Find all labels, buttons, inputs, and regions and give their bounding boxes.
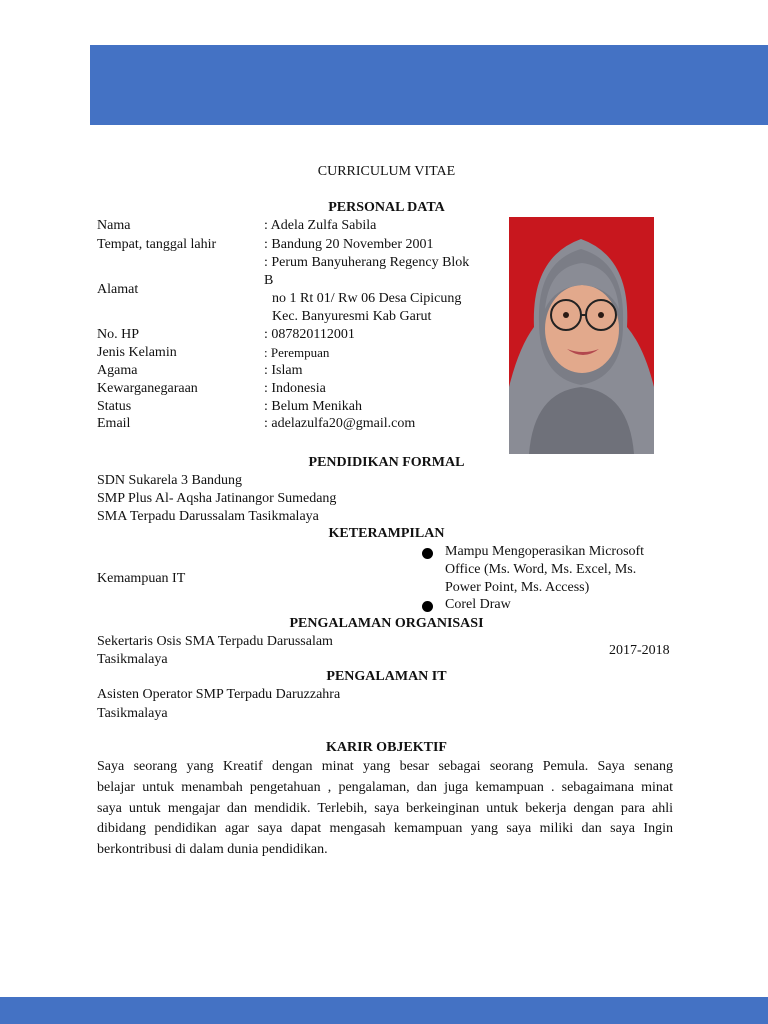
personal-data-heading: PERSONAL DATA xyxy=(328,200,445,215)
nama-label: Nama xyxy=(97,218,131,233)
status-label: Status xyxy=(97,399,132,414)
ttl-value: : Bandung 20 November 2001 xyxy=(264,237,434,252)
organisasi-period: 2017-2018 xyxy=(609,643,670,658)
pendidikan-item: SMA Terpadu Darussalam Tasikmalaya xyxy=(97,509,319,524)
organisasi-heading: PENGALAMAN ORGANISASI xyxy=(289,616,484,631)
alamat-line: B xyxy=(264,273,274,288)
kewarganegaraan-label: Kewarganegaraan xyxy=(97,381,198,396)
pendidikan-item: SMP Plus Al- Aqsha Jatinangor Sumedang xyxy=(97,491,337,506)
email-label: Email xyxy=(97,416,131,431)
skill-line: Power Point, Ms. Access) xyxy=(445,580,590,595)
jenis-kelamin-label: Jenis Kelamin xyxy=(97,345,177,360)
organisasi-line: Tasikmalaya xyxy=(97,652,168,667)
agama-label: Agama xyxy=(97,363,138,378)
kemampuan-it-label: Kemampuan IT xyxy=(97,571,186,586)
pengalaman-it-line: Asisten Operator SMP Terpadu Daruzzahra xyxy=(97,687,341,702)
organisasi-line: Sekertaris Osis SMA Terpadu Darussalam xyxy=(97,634,333,649)
ttl-label: Tempat, tanggal lahir xyxy=(97,237,217,252)
pendidikan-heading: PENDIDIKAN FORMAL xyxy=(308,455,465,470)
jenis-kelamin-value: : Perempuan xyxy=(264,345,330,360)
alamat-label: Alamat xyxy=(97,282,139,297)
nama-value: : Adela Zulfa Sabila xyxy=(264,218,377,233)
alamat-line: Kec. Banyuresmi Kab Garut xyxy=(272,309,432,324)
karir-line: Saya seorang yang Kreatif dengan minat yang besar sebagai seorang Pemula. Saya senang xyxy=(97,759,673,774)
alamat-line: no 1 Rt 01/ Rw 06 Desa Cipicung xyxy=(272,291,462,306)
footer-band xyxy=(0,997,768,1024)
hp-label: No. HP xyxy=(97,327,140,342)
email-value: : adelazulfa20@gmail.com xyxy=(264,416,416,431)
karir-heading: KARIR OBJEKTIF xyxy=(326,740,447,755)
alamat-line: : Perum Banyuherang Regency Blok xyxy=(264,255,470,270)
header-band xyxy=(90,45,768,125)
kewarganegaraan-value: : Indonesia xyxy=(264,381,326,396)
skill-line: Office (Ms. Word, Ms. Excel, Ms. xyxy=(445,562,637,577)
skill-line: Corel Draw xyxy=(445,597,511,612)
hp-value: : 087820112001 xyxy=(264,327,355,342)
profile-photo-image xyxy=(509,217,654,454)
pendidikan-item: SDN Sukarela 3 Bandung xyxy=(97,473,243,488)
status-value: : Belum Menikah xyxy=(264,399,362,414)
keterampilan-heading: KETERAMPILAN xyxy=(328,526,445,541)
pengalaman-it-line: Tasikmalaya xyxy=(97,706,168,721)
karir-paragraph xyxy=(97,757,673,861)
bullet-icon xyxy=(422,548,433,559)
karir-line: belajar untuk menambah pengetahuan , pengalaman, dan juga kemampuan . sebagaimana minat xyxy=(97,779,673,795)
karir-line: dibidang pendidikan agar saya dapat mengasah kemampuan yang saya miliki dan saya Ingin xyxy=(97,821,673,837)
profile-photo xyxy=(509,217,654,454)
karir-line: saya untuk mengajar dan mendidik. Terlebih, saya berkeinginan untuk bekerja dengan para ahli xyxy=(97,800,673,816)
agama-value: : Islam xyxy=(264,363,303,378)
pengalaman-it-heading: PENGALAMAN IT xyxy=(326,669,447,684)
bullet-icon xyxy=(422,601,433,612)
karir-line: berkontribusi di dalam dunia pendidikan. xyxy=(97,842,328,858)
skill-line: Mampu Mengoperasikan Microsoft xyxy=(445,544,645,559)
document-title: CURRICULUM VITAE xyxy=(317,164,456,179)
